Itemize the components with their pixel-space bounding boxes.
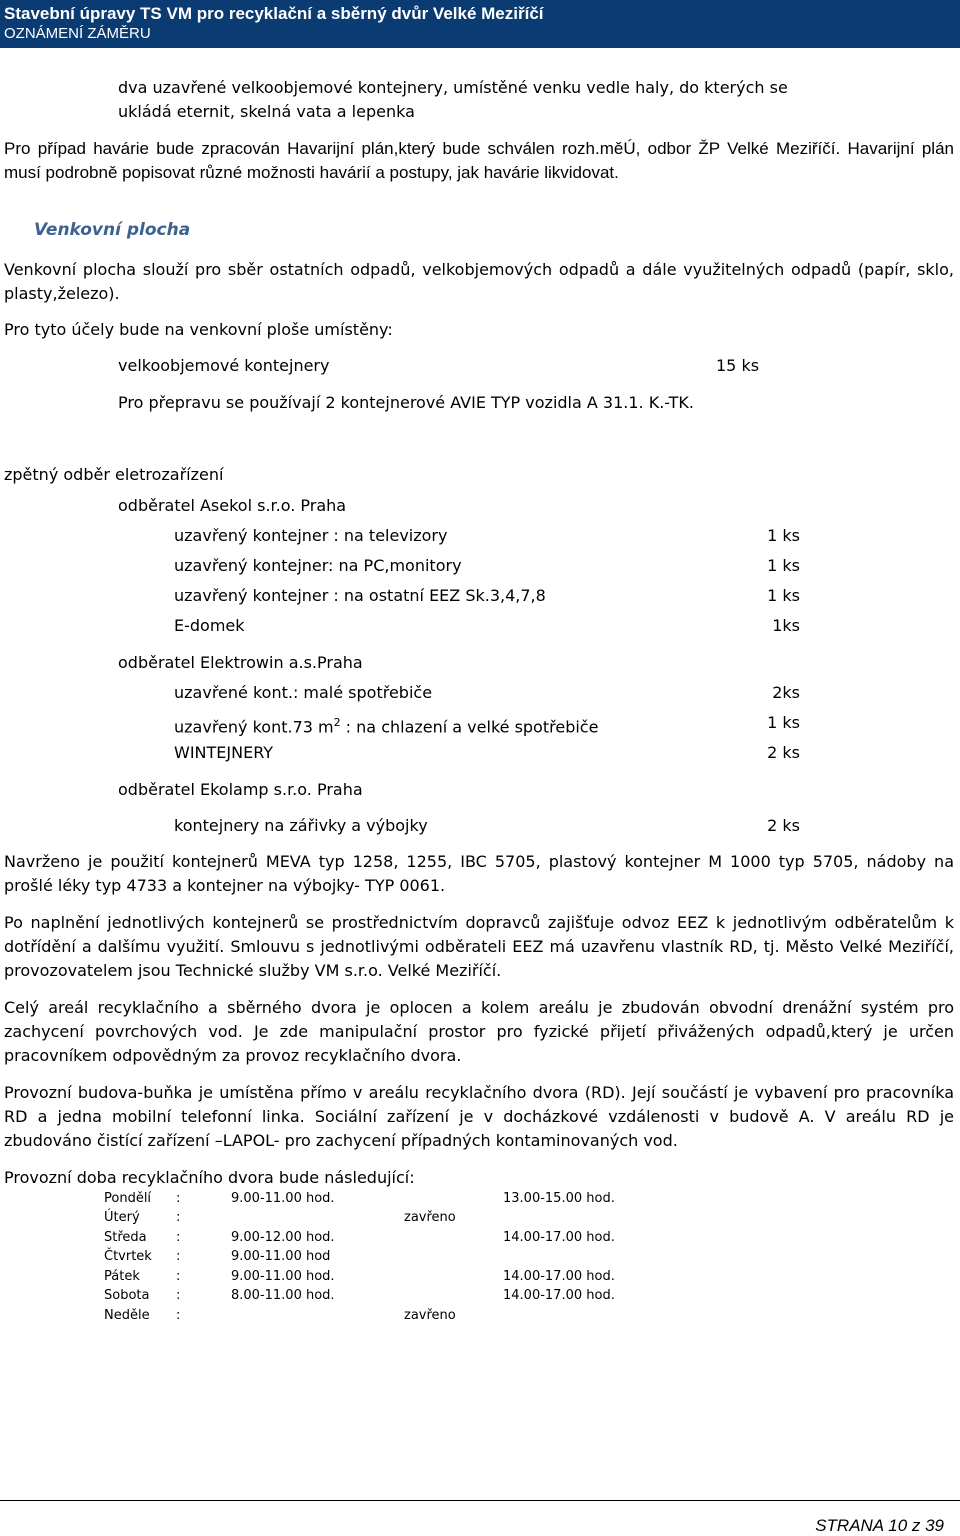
hours-afternoon: 14.00-17.00 hod. <box>503 1230 615 1245</box>
elektrowin-item-qty: 2ks <box>772 683 800 702</box>
hours-day: Středa <box>104 1230 147 1245</box>
elektrowin-item-qty: 2 ks <box>767 743 800 762</box>
hours-day: Neděle <box>104 1308 150 1323</box>
hours-sep: : <box>176 1269 181 1284</box>
asekol-item-label: uzavřený kontejner : na televizory <box>174 526 448 545</box>
hours-day: Sobota <box>104 1288 150 1303</box>
paragraph-budova: Provozní budova-buňka je umístěna přímo v areálu recyklačního dvora (RD). Její součástí je vybavení pro pracovníka RD a jedna mobilní telefonní linka. Sociální zařízení je v docházkové vzdálenosti v budově A. V areálu RD je zbudováno čistící zařízení –LAPOL- pro zachycení případných kontaminovaných vod. <box>4 1083 954 1150</box>
elektrowin-item-label <box>174 711 598 739</box>
elektrowin-item-label: WINTEJNERY <box>174 743 274 762</box>
hours-sep: : <box>176 1191 181 1206</box>
asekol-item-qty: 1ks <box>772 616 800 635</box>
velkoobjemove-qty: 15 ks <box>716 356 760 375</box>
hours-afternoon: 13.00-15.00 hod. <box>503 1191 615 1206</box>
elektrowin-item2-post: : na chlazení a velké spotřebiče <box>340 717 599 737</box>
bullet-line-1: dva uzavřené velkoobjemové kontejnery, umístěné venku vedle haly, do kterých se <box>118 78 788 97</box>
document-title: Stavební úpravy TS VM pro recyklační a sběrný dvůr Velké Meziříčí <box>4 4 544 23</box>
elektrowin-item2-pre: uzavřený kont.73 m <box>174 717 334 737</box>
hours-sep: : <box>176 1308 181 1323</box>
hours-afternoon: 14.00-17.00 hod. <box>503 1269 615 1284</box>
asekol-item-qty: 1 ks <box>767 526 800 545</box>
hours-sep: : <box>176 1288 181 1303</box>
document-subtitle: OZNÁMENÍ ZÁMĚRU <box>4 25 151 42</box>
hours-sep: : <box>176 1210 181 1225</box>
velkoobjemove-label: velkoobjemové kontejnery <box>118 356 330 375</box>
footer-divider <box>0 1500 960 1501</box>
provozni-doba-heading: Provozní doba recyklačního dvora bude následující: <box>4 1168 415 1187</box>
odberatel-asekol: odběratel Asekol s.r.o. Praha <box>118 496 347 515</box>
asekol-item-label: uzavřený kontejner: na PC,monitory <box>174 556 462 575</box>
bullet-line-2: ukládá eternit, skelná vata a lepenka <box>118 102 415 121</box>
hours-morning: 9.00-12.00 hod. <box>231 1230 335 1245</box>
paragraph-kontejnery: Navrženo je použití kontejnerů MEVA typ 1258, 1255, IBC 5705, plastový kontejner M 1000 typ 5705, nádoby na prošlé léky typ 4733 a kontejner na výbojky- TYP 0061. <box>4 852 954 895</box>
hours-sep: : <box>176 1230 181 1245</box>
section-heading-venkovni: Venkovní plocha <box>34 220 191 240</box>
page-number: STRANA 10 z 39 <box>815 1516 944 1535</box>
ekolamp-item-qty: 2 ks <box>767 816 800 835</box>
paragraph-odvoz: Po naplnění jednotlivých kontejnerů se prostřednictvím dopravců zajišťuje odvoz EEZ k jednotlivým odběratelům k dotřídění a dalšímu využití. Smlouvu s jednotlivými odběrateli EEZ má uzavřenu vlastník RD, tj. Město Velké Meziříčí, provozovatelem jsou Technické služby VM s.r.o. Velké Meziříčí. <box>4 913 954 980</box>
document-header <box>0 0 960 48</box>
odberatel-ekolamp: odběratel Ekolamp s.r.o. Praha <box>118 780 363 799</box>
hours-morning: 8.00-11.00 hod. <box>231 1288 335 1303</box>
havarie-paragraph: Pro případ havárie bude zpracován Havarijní plán,který bude schválen rozh.měÚ, odbor ŽP Velké Meziříčí. Havarijní plán musí podrobně popisovat různé možnosti havárií a postupy, jak havárie likvidovat. <box>4 139 954 182</box>
asekol-item-label: uzavřený kontejner : na ostatní EEZ Sk.3,4,7,8 <box>174 586 546 605</box>
hours-day: Pondělí <box>104 1191 152 1206</box>
asekol-item-qty: 1 ks <box>767 586 800 605</box>
elektrowin-item-label: uzavřené kont.: malé spotřebiče <box>174 683 433 702</box>
hours-morning: 9.00-11.00 hod. <box>231 1191 335 1206</box>
venkovni-paragraph: Venkovní plocha slouží pro sběr ostatních odpadů, velkobjemových odpadů a dále využitelných odpadů (papír, sklo, plasty,železo). <box>4 260 954 303</box>
zpetny-odber-heading: zpětný odběr eletrozařízení <box>4 465 224 484</box>
hours-morning: 9.00-11.00 hod <box>231 1249 331 1264</box>
hours-day: Čtvrtek <box>104 1249 152 1264</box>
hours-day: Pátek <box>104 1269 140 1284</box>
asekol-item-qty: 1 ks <box>767 556 800 575</box>
elektrowin-item-qty: 1 ks <box>767 713 800 732</box>
hours-afternoon: 14.00-17.00 hod. <box>503 1288 615 1303</box>
odberatel-elektrowin: odběratel Elektrowin a.s.Praha <box>118 653 363 672</box>
hours-closed: zavřeno <box>404 1308 456 1323</box>
hours-sep: : <box>176 1249 181 1264</box>
venkovni-intro-line: Pro tyto účely bude na venkovní ploše umístěny: <box>4 320 393 339</box>
ekolamp-item-label: kontejnery na zářivky a výbojky <box>174 816 428 835</box>
hours-day: Úterý <box>104 1210 140 1225</box>
elektrowin-item2-sup: 2 <box>333 716 341 729</box>
hours-closed: zavřeno <box>404 1210 456 1225</box>
asekol-item-label: E-domek <box>174 616 245 635</box>
transport-line: Pro přepravu se používají 2 kontejnerové AVIE TYP vozidla A 31.1. K.-TK. <box>118 393 694 412</box>
hours-morning: 9.00-11.00 hod. <box>231 1269 335 1284</box>
paragraph-areal: Celý areál recyklačního a sběrného dvora je oplocen a kolem areálu je zbudován obvodní drenážní systém pro zachycení povrchových vod. Je zde manipulační prostor pro fyzické přijetí přivážených odpadů,který je určen pracovníkem odpovědným za provoz recyklačního dvora. <box>4 998 954 1065</box>
